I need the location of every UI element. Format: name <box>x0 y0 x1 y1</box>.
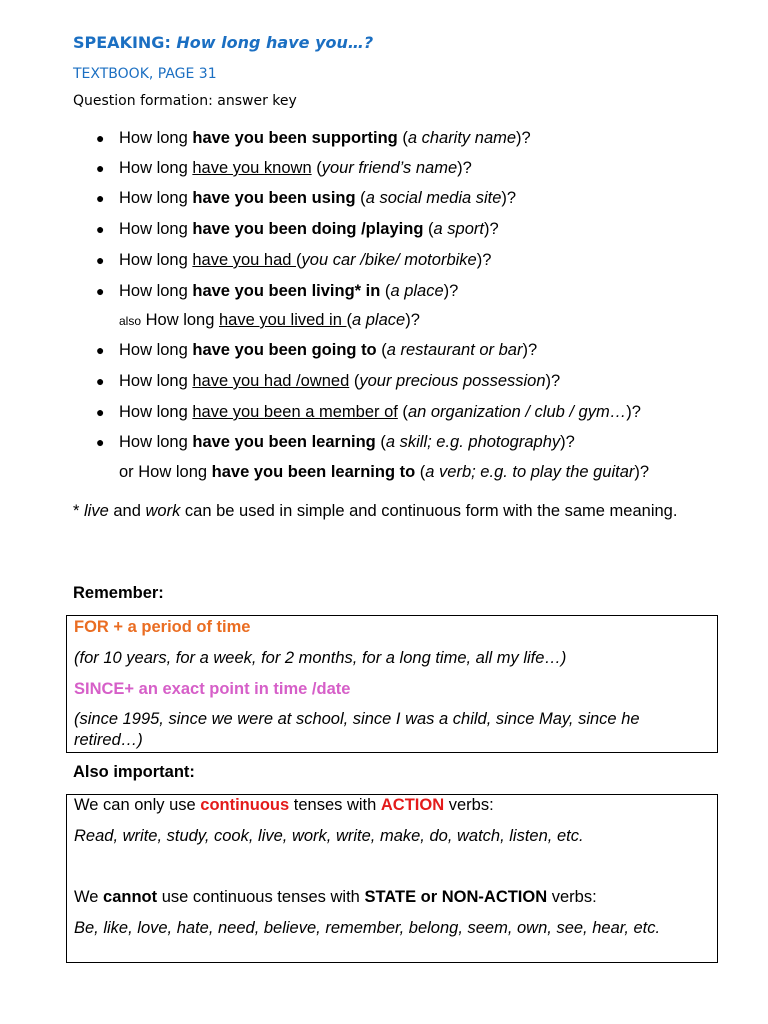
question-phrase: have you been a member of <box>192 403 398 421</box>
for-examples: (for 10 years, for a week, for 2 months, for a long time, all my life…) <box>74 649 567 667</box>
question-hint: a restaurant or bar <box>386 341 523 359</box>
bullet-icon: ● <box>96 160 105 176</box>
footnote: * live and work can be used in simple and continuous form with the same meaning. <box>73 502 678 520</box>
remember-heading: Remember: <box>73 584 164 602</box>
bullet-icon: ● <box>96 404 105 420</box>
alternate-prefix: also <box>119 314 142 328</box>
question-hint: a sport <box>433 220 484 238</box>
question-phrase: have you known <box>192 159 312 177</box>
since-rule: SINCE+ an exact point in time /date <box>74 680 351 698</box>
textbook-reference: TEXTBOOK, PAGE 31 <box>73 66 217 82</box>
since-examples: (since 1995, since we were at school, since I was a child, since May, since he retired…) <box>74 710 640 749</box>
list-item: or How long have you been learning to (a verb; e.g. to play the guitar)? <box>119 463 650 481</box>
question-hint: your friend’s name <box>321 159 458 177</box>
list-item: How long have you been supporting (a charity name)? <box>119 129 531 147</box>
action-examples: Read, write, study, cook, live, work, write, make, do, watch, listen, etc. <box>74 827 584 845</box>
question-phrase: have you had <box>192 251 297 269</box>
list-item: How long have you been using (a social media site)? <box>119 189 517 207</box>
bullet-icon: ● <box>96 283 105 299</box>
question-phrase: have you lived in <box>218 311 347 329</box>
list-item: also How long have you lived in (a place)? <box>119 311 420 329</box>
bullet-icon: ● <box>96 190 105 206</box>
question-phrase: have you been going to <box>192 341 377 359</box>
question-hint: a place <box>351 311 406 329</box>
bullet-icon: ● <box>96 130 105 146</box>
list-item: How long have you been a member of (an organization / club / gym…)? <box>119 403 641 421</box>
title-prefix: SPEAKING: <box>73 33 177 52</box>
remember-box <box>66 615 718 753</box>
list-item: How long have you been going to (a restaurant or bar)? <box>119 341 538 359</box>
list-item: How long have you been living* in (a place)? <box>119 282 459 300</box>
question-hint: you car /bike/ motorbike <box>301 251 477 269</box>
alternate-prefix: or <box>119 463 134 481</box>
for-rule: FOR + a period of time <box>74 618 251 636</box>
list-item: How long have you had (you car /bike/ motorbike)? <box>119 251 492 269</box>
question-phrase: have you been learning to <box>211 463 416 481</box>
page-title <box>73 33 373 52</box>
question-phrase: have you been learning <box>192 433 376 451</box>
question-phrase: have you had /owned <box>192 372 350 390</box>
bullet-icon: ● <box>96 434 105 450</box>
list-item: How long have you had /owned (your precious possession)? <box>119 372 561 390</box>
bullet-icon: ● <box>96 252 105 268</box>
important-heading: Also important: <box>73 763 195 781</box>
question-hint: a place <box>390 282 444 300</box>
question-hint: your precious possession <box>359 372 546 390</box>
question-hint: a verb; e.g. to play the guitar <box>425 463 635 481</box>
list-item: How long have you been learning (a skill; e.g. photography)? <box>119 433 575 451</box>
important-box <box>66 794 718 963</box>
action-rule: We can only use continuous tenses with ACTION verbs: <box>74 796 494 814</box>
question-hint: a social media site <box>365 189 502 207</box>
list-item: How long have you known (your friend’s name)? <box>119 159 472 177</box>
question-phrase: have you been using <box>192 189 356 207</box>
list-item: How long have you been doing /playing (a sport)? <box>119 220 499 238</box>
bullet-icon: ● <box>96 342 105 358</box>
bullet-icon: ● <box>96 373 105 389</box>
question-hint: a charity name <box>407 129 517 147</box>
question-hint: a skill; e.g. photography <box>385 433 561 451</box>
bullet-icon: ● <box>96 221 105 237</box>
page-subtitle: Question formation: answer key <box>73 93 297 109</box>
question-phrase: have you been doing /playing <box>192 220 424 238</box>
question-phrase: have you been supporting <box>192 129 398 147</box>
state-rule: We cannot use continuous tenses with STATE or NON-ACTION verbs: <box>74 888 597 906</box>
state-examples: Be, like, love, hate, need, believe, remember, belong, seem, own, see, hear, etc. <box>74 919 661 937</box>
question-hint: an organization / club / gym… <box>407 403 627 421</box>
title-italic: How long have you…? <box>176 33 374 52</box>
question-phrase: have you been living* in <box>192 282 381 300</box>
